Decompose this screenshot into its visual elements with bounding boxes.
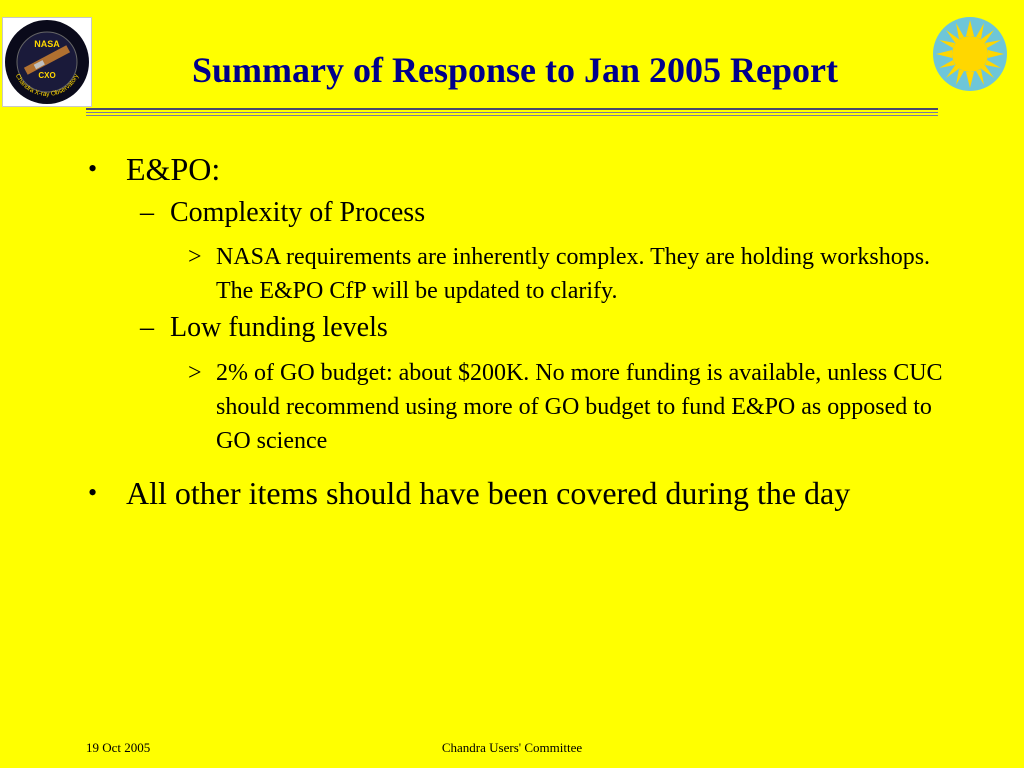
footer-committee: Chandra Users' Committee <box>441 740 583 755</box>
logo-nasa-text: NASA <box>34 39 60 49</box>
title-divider <box>86 108 938 115</box>
bullet-mark: • <box>88 154 98 183</box>
bullet-mark: • <box>88 478 98 507</box>
list-item-text: E&PO: <box>126 151 221 187</box>
bullet-mark: > <box>188 360 202 386</box>
bullet-mark: – <box>140 197 154 228</box>
nasa-chandra-logo-icon <box>2 17 92 107</box>
slide-title: Summary of Response to Jan 2005 Report <box>192 50 838 90</box>
list-item-text: Complexity of Process <box>170 197 426 228</box>
logo-cxo-text: CXO <box>38 71 56 80</box>
logo-ring-text: Chandra X-ray Observatory <box>13 72 81 99</box>
footer-date: 19 Oct 2005 <box>86 740 151 755</box>
list-item-text: Low funding levels <box>170 312 388 343</box>
bullet-mark: > <box>188 244 202 270</box>
list-item-text: NASA requirements are inherently complex. They are holding workshops. The E&PO CfP will be updated to clarify. <box>216 244 931 304</box>
bullet-mark: – <box>140 312 154 343</box>
list-item-text: All other items should have been covered during the day <box>126 475 851 511</box>
list-item-text: 2% of GO budget: about $200K. No more funding is available, unless CUC should recommend using more of GO budget to fund E&PO as opposed to GO science <box>216 360 943 454</box>
smithsonian-sun-logo-icon <box>932 16 1008 92</box>
